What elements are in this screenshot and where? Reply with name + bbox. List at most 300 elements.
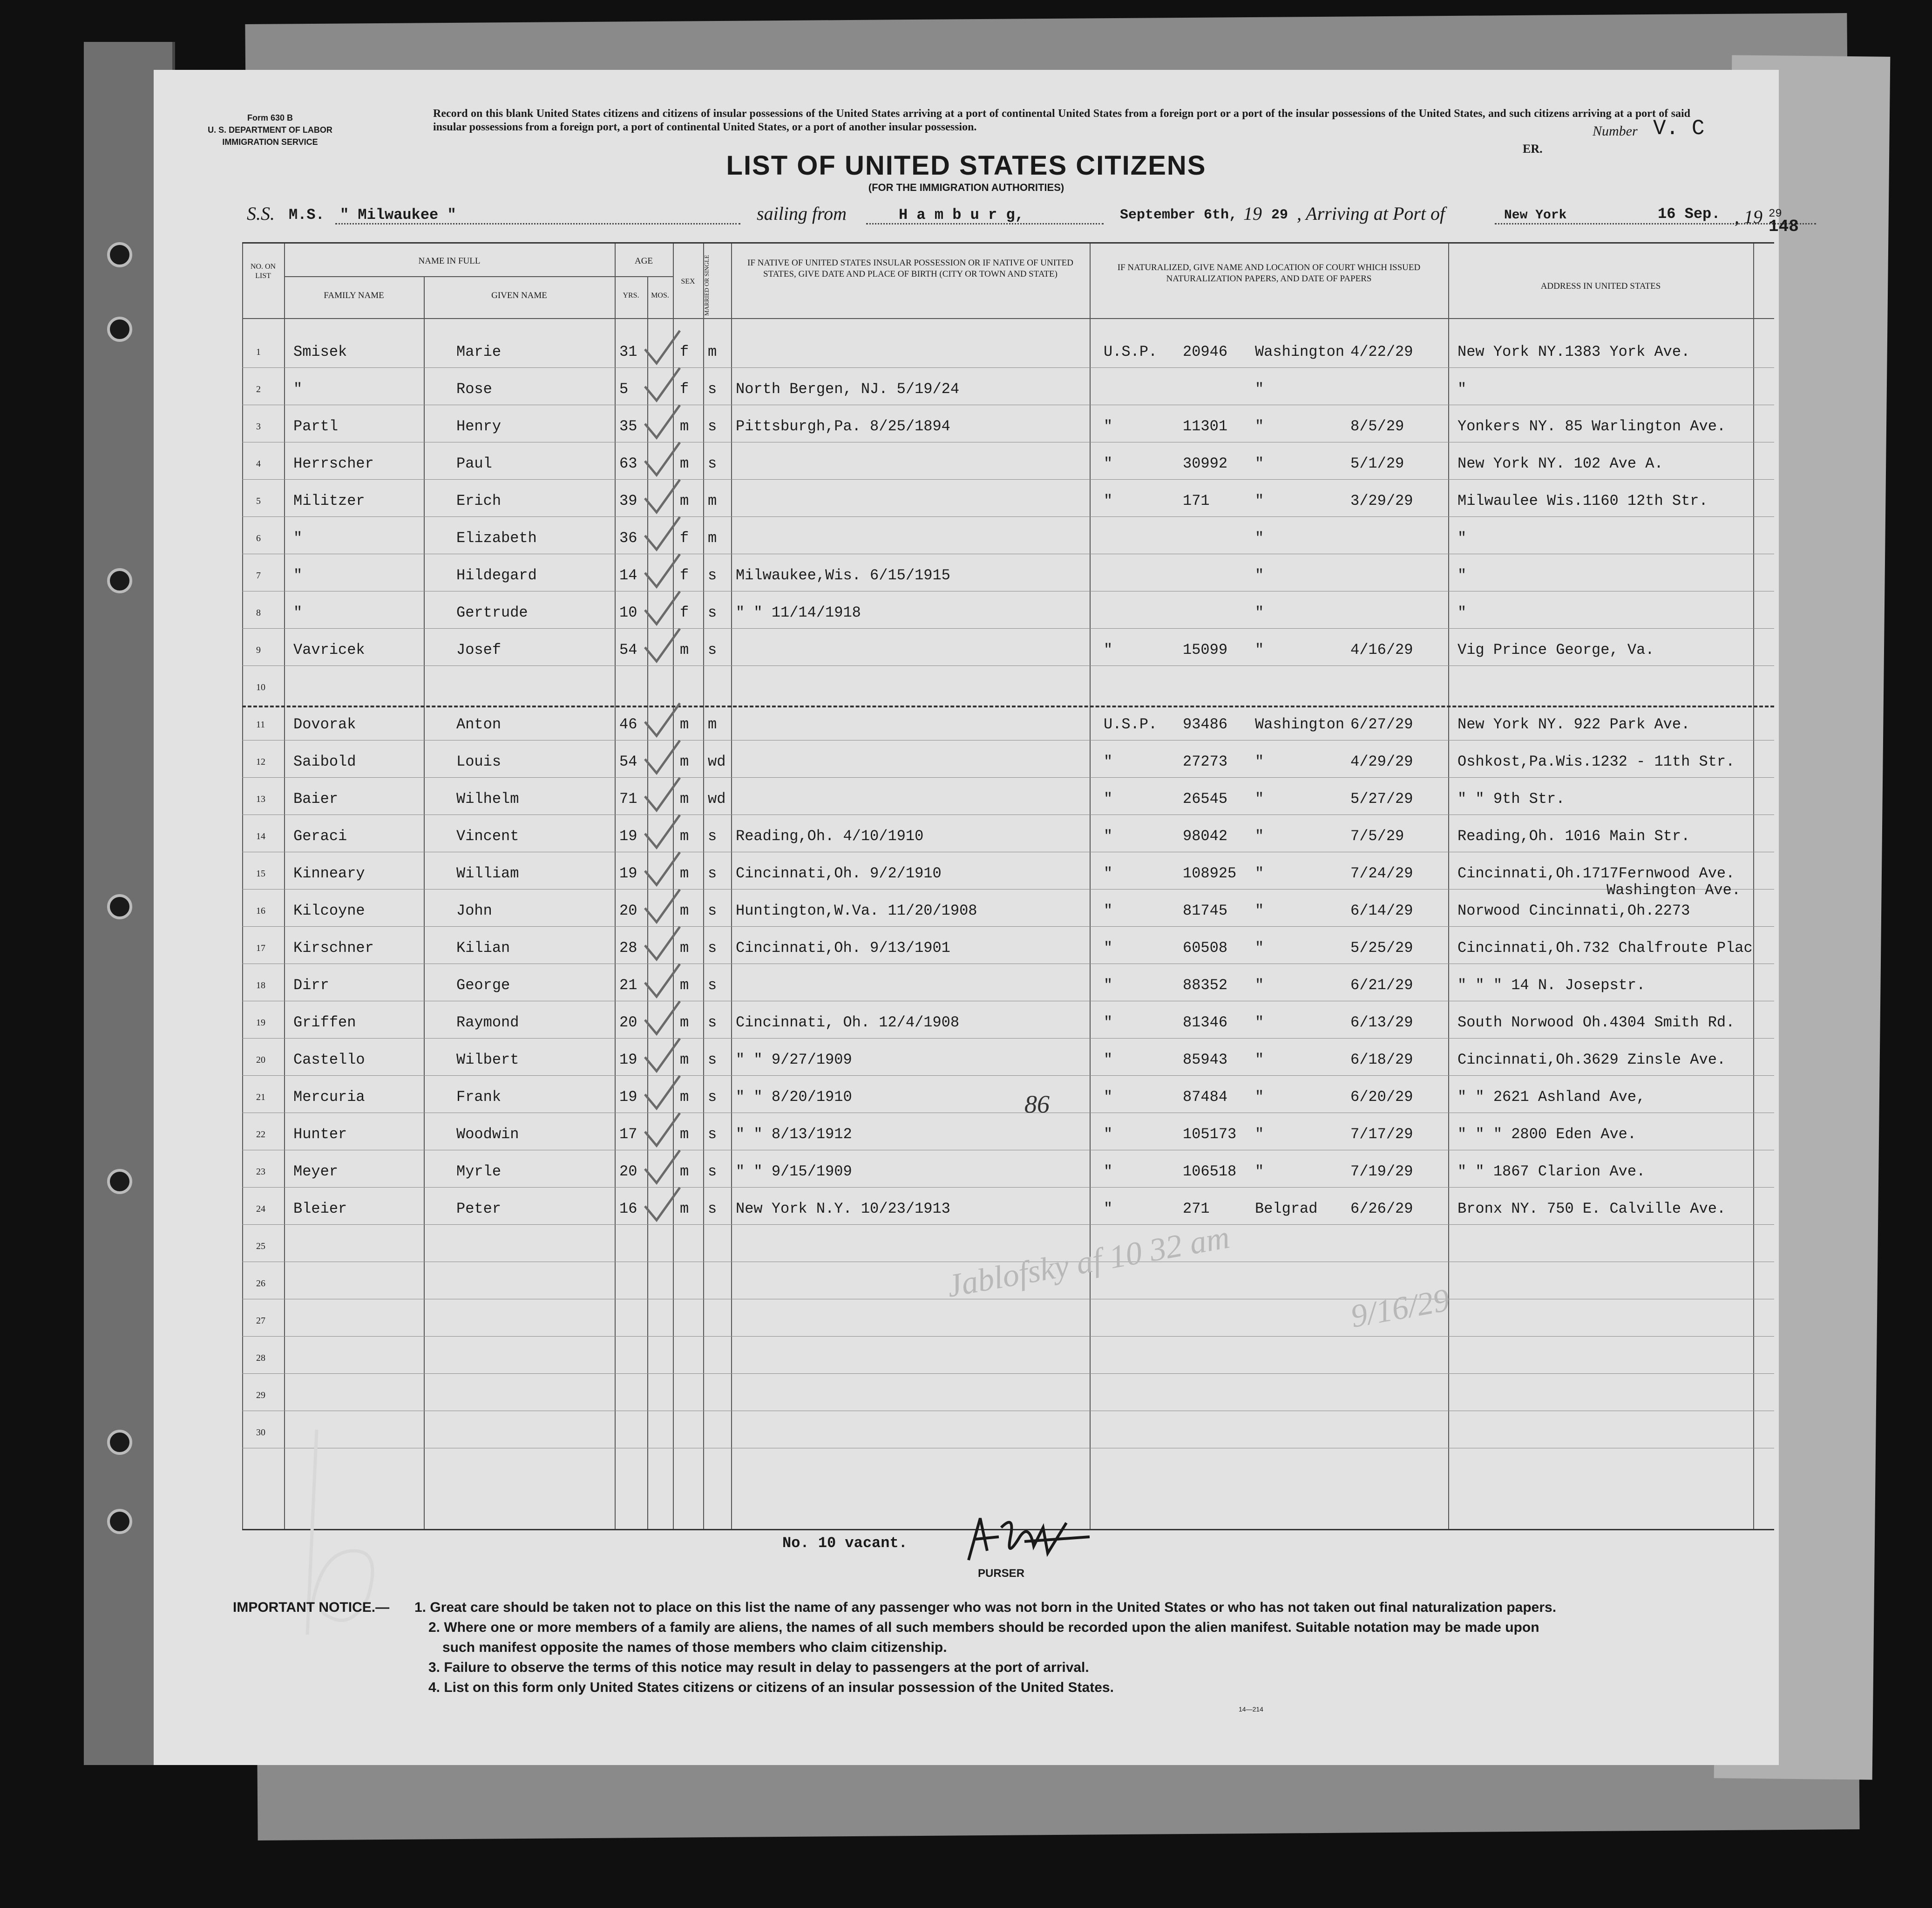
row-8-ms: s <box>708 604 717 621</box>
row-21-ms: s <box>708 1088 717 1106</box>
row-20-sex: m <box>680 1051 689 1068</box>
row-15-address: Cincinnati,Oh.1717Fernwood Ave. <box>1457 865 1735 882</box>
row-10-no: 10 <box>256 682 265 693</box>
row-19-nat-number: 81346 <box>1183 1014 1228 1031</box>
row-16-ms: s <box>708 902 717 919</box>
row-19-no: 19 <box>256 1018 265 1028</box>
col-header-name: NAME IN FULL <box>418 256 481 266</box>
row-17-no: 17 <box>256 943 265 953</box>
row-2-no: 2 <box>256 384 261 394</box>
row-14-birth: Reading,Oh. 4/10/1910 <box>736 828 924 845</box>
row-8-family: " <box>293 604 303 621</box>
row-rule <box>242 628 1774 629</box>
row-24-sex: m <box>680 1200 689 1217</box>
purser-label: PURSER <box>978 1567 1025 1580</box>
row-19-age: 20 <box>619 1014 637 1031</box>
col-header-naturalization: IF NATURALIZED, GIVE NAME AND LOCATION OF COURT WHICH ISSUED NATURALIZATION PAPERS, AND DATE OF PAPERS <box>1117 263 1421 284</box>
row-4-address: New York NY. 102 Ave A. <box>1457 455 1663 472</box>
row-4-nat-date: 5/1/29 <box>1350 455 1404 472</box>
row-16-sex: m <box>680 902 689 919</box>
row-rule <box>242 479 1774 480</box>
row-21-nat-court: " <box>1255 1088 1264 1106</box>
row-2-nat-court: " <box>1255 380 1264 398</box>
arrival-port: New York <box>1504 208 1567 223</box>
departure-port: H a m b u r g, <box>899 206 1024 224</box>
row-16-birth: Huntington,W.Va. 11/20/1908 <box>736 902 977 919</box>
row-12-no: 12 <box>256 757 265 767</box>
row-15-nat-date: 7/24/29 <box>1350 865 1413 882</box>
row-17-given: Kilian <box>456 939 510 957</box>
row-24-age: 16 <box>619 1200 637 1217</box>
department: U. S. DEPARTMENT OF LABOR <box>208 125 332 135</box>
row-22-given: Woodwin <box>456 1126 519 1143</box>
row-21-family: Mercuria <box>293 1088 365 1106</box>
form-identifier <box>182 112 359 148</box>
row-14-nat-date: 7/5/29 <box>1350 828 1404 845</box>
row-19-nat-prefix: " <box>1104 1014 1113 1031</box>
row-4-given: Paul <box>456 455 492 472</box>
row-14-given: Vincent <box>456 828 519 845</box>
row-17-nat-number: 60508 <box>1183 939 1228 957</box>
binder-hole-icon <box>107 894 132 919</box>
row-21-age: 19 <box>619 1088 637 1106</box>
row-13-nat-date: 5/27/29 <box>1350 790 1413 808</box>
row-9-sex: m <box>680 641 689 659</box>
col-header-no: NO. ON LIST <box>250 263 276 280</box>
row-15-nat-prefix: " <box>1104 865 1113 882</box>
row-22-nat-number: 105173 <box>1183 1126 1237 1143</box>
row-12-sex: m <box>680 753 689 770</box>
row-4-nat-court: " <box>1255 455 1264 472</box>
row-4-no: 4 <box>256 459 261 469</box>
row-12-nat-prefix: " <box>1104 753 1113 770</box>
row-20-family: Castello <box>293 1051 365 1068</box>
row-19-birth: Cincinnati, Oh. 12/4/1908 <box>736 1014 960 1031</box>
row-7-nat-court: " <box>1255 567 1264 584</box>
row-2-age: 5 <box>619 380 629 398</box>
row-24-family: Bleier <box>293 1200 347 1217</box>
row-8-given: Gertrude <box>456 604 528 621</box>
row-28-no: 28 <box>256 1353 265 1363</box>
row-9-no: 9 <box>256 645 261 655</box>
row-5-given: Erich <box>456 492 502 509</box>
row-13-nat-court: " <box>1255 790 1264 808</box>
row-1-sex: f <box>680 343 689 360</box>
row-17-address: Cincinnati,Oh.732 Chalfroute Plac <box>1457 939 1753 957</box>
row-12-address: Oshkost,Pa.Wis.1232 - 11th Str. <box>1457 753 1735 770</box>
notice-lead: IMPORTANT NOTICE.— <box>233 1600 390 1615</box>
row-11-nat-court: Washington <box>1255 716 1345 733</box>
row-8-address: " <box>1457 604 1467 621</box>
row-16-address: Norwood Cincinnati,Oh.2273 <box>1457 902 1690 919</box>
row-2-sex: f <box>680 380 689 398</box>
row-12-given: Louis <box>456 753 502 770</box>
row-11-address: New York NY. 922 Park Ave. <box>1457 716 1690 733</box>
row-16-nat-date: 6/14/29 <box>1350 902 1413 919</box>
voyage-line <box>154 203 1779 231</box>
row-5-nat-date: 3/29/29 <box>1350 492 1413 509</box>
row-27-no: 27 <box>256 1316 265 1326</box>
row-rule <box>242 1224 1774 1225</box>
row-23-sex: m <box>680 1163 689 1180</box>
row-1-nat-number: 20946 <box>1183 343 1228 360</box>
binder-hole-icon <box>107 1169 132 1194</box>
row-4-family: Herrscher <box>293 455 374 472</box>
row-12-family: Saibold <box>293 753 356 770</box>
row-12-nat-date: 4/29/29 <box>1350 753 1413 770</box>
row-16-age: 20 <box>619 902 637 919</box>
row-13-family: Baier <box>293 790 339 808</box>
row-14-ms: s <box>708 828 717 845</box>
row-22-age: 17 <box>619 1126 637 1143</box>
row-1-nat-prefix: U.S.P. <box>1104 343 1158 360</box>
row-4-sex: m <box>680 455 689 472</box>
row-8-no: 8 <box>256 608 261 618</box>
row-16-nat-court: " <box>1255 902 1264 919</box>
row-17-nat-date: 5/25/29 <box>1350 939 1413 957</box>
row-19-sex: m <box>680 1014 689 1031</box>
row-1-nat-date: 4/22/29 <box>1350 343 1413 360</box>
sheet-number: 148 <box>1769 217 1799 236</box>
row-19-family: Griffen <box>293 1014 356 1031</box>
notice-4: 4. List on this form only United States citizens or citizens of an insular possession of the United States. <box>428 1680 1114 1695</box>
row-3-nat-number: 11301 <box>1183 418 1228 435</box>
row-11-nat-date: 6/27/29 <box>1350 716 1413 733</box>
binder-hole-icon <box>107 242 132 267</box>
purser-signature <box>955 1509 1094 1574</box>
row-rule <box>242 1187 1774 1188</box>
row-4-nat-number: 30992 <box>1183 455 1228 472</box>
row-rule <box>242 1336 1774 1337</box>
row-3-ms: s <box>708 418 717 435</box>
row-20-age: 19 <box>619 1051 637 1068</box>
row-13-age: 71 <box>619 790 637 808</box>
ship-type: M.S. <box>289 206 325 224</box>
row-16-family: Kilcoyne <box>293 902 365 919</box>
row-26-no: 26 <box>256 1278 265 1289</box>
row-5-nat-number: 171 <box>1183 492 1210 509</box>
row-18-family: Dirr <box>293 977 329 994</box>
row-9-given: Josef <box>456 641 502 659</box>
row-21-birth: " " 8/20/1910 <box>736 1088 852 1106</box>
row-9-nat-court: " <box>1255 641 1264 659</box>
row-14-nat-court: " <box>1255 828 1264 845</box>
row-24-address: Bronx NY. 750 E. Calville Ave. <box>1457 1200 1726 1217</box>
row-17-age: 28 <box>619 939 637 957</box>
row-20-nat-number: 85943 <box>1183 1051 1228 1068</box>
row-23-family: Meyer <box>293 1163 339 1180</box>
form-number: Form 630 B <box>247 113 293 122</box>
binder-hole-icon <box>107 317 132 342</box>
row-2-family: " <box>293 380 303 398</box>
arrival-date: 16 Sep. <box>1658 205 1721 223</box>
service: IMMIGRATION SERVICE <box>222 137 318 147</box>
row-2-ms: s <box>708 380 717 398</box>
row-20-given: Wilbert <box>456 1051 519 1068</box>
row-19-given: Raymond <box>456 1014 519 1031</box>
arriving-label: , Arriving at Port of <box>1297 203 1445 224</box>
pencil-note: Jablofsky af 10 32 am <box>944 1219 1233 1304</box>
row-13-no: 13 <box>256 794 265 804</box>
notice-3: 3. Failure to observe the terms of this notice may result in delay to passengers at the port of arrival. <box>428 1660 1089 1675</box>
ss-label: S.S. <box>247 203 275 224</box>
row-19-address: South Norwood Oh.4304 Smith Rd. <box>1457 1014 1735 1031</box>
row-1-ms: m <box>708 343 717 360</box>
row-23-nat-court: " <box>1255 1163 1264 1180</box>
row-13-sex: m <box>680 790 689 808</box>
page-subtitle: (FOR THE IMMIGRATION AUTHORITIES) <box>868 182 1064 193</box>
row-16-nat-prefix: " <box>1104 902 1113 919</box>
row-6-sex: f <box>680 530 689 547</box>
row-13-address: " " 9th Str. <box>1457 790 1565 808</box>
row-20-nat-court: " <box>1255 1051 1264 1068</box>
departure-date: September 6th, <box>1120 207 1238 223</box>
row-21-nat-number: 87484 <box>1183 1088 1228 1106</box>
row-4-age: 63 <box>619 455 637 472</box>
row-5-address: Milwaulee Wis.1160 12th Str. <box>1457 492 1708 509</box>
row-15-nat-court: " <box>1255 865 1264 882</box>
row-18-sex: m <box>680 977 689 994</box>
row-19-ms: s <box>708 1014 717 1031</box>
row-1-family: Smisek <box>293 343 347 360</box>
form-code: 14—214 <box>1239 1705 1263 1713</box>
row-20-nat-date: 6/18/29 <box>1350 1051 1413 1068</box>
row-rule <box>242 665 1774 666</box>
row-rule <box>242 367 1774 368</box>
row-2-birth: North Bergen, NJ. 5/19/24 <box>736 380 960 398</box>
row-1-no: 1 <box>256 347 261 357</box>
row-13-ms: wd <box>708 790 726 808</box>
row-7-birth: Milwaukee,Wis. 6/15/1915 <box>736 567 950 584</box>
row-7-address: " <box>1457 567 1467 584</box>
row-18-given: George <box>456 977 510 994</box>
binder-hole-icon <box>107 568 132 593</box>
row-6-no: 6 <box>256 533 261 543</box>
pencil-date: 9/16/29 <box>1348 1282 1452 1335</box>
row-18-ms: s <box>708 977 717 994</box>
row-22-nat-court: " <box>1255 1126 1264 1143</box>
row-14-nat-number: 98042 <box>1183 828 1228 845</box>
row-24-birth: New York N.Y. 10/23/1913 <box>736 1200 950 1217</box>
row-23-given: Myrle <box>456 1163 502 1180</box>
row-9-ms: s <box>708 641 717 659</box>
sailing-from-label: sailing from <box>757 203 847 224</box>
row-18-nat-date: 6/21/29 <box>1350 977 1413 994</box>
row-6-age: 36 <box>619 530 637 547</box>
row-3-age: 35 <box>619 418 637 435</box>
row-20-nat-prefix: " <box>1104 1051 1113 1068</box>
col-header-given: GIVEN NAME <box>491 291 547 300</box>
col-header-birth: IF NATIVE OF UNITED STATES INSULAR POSSESSION OR IF NATIVE OF UNITED STATES, GIVE DATE AND PLACE OF BIRTH (CITY OR TOWN AND STATE) <box>747 258 1073 279</box>
row-18-nat-number: 88352 <box>1183 977 1228 994</box>
row-4-ms: s <box>708 455 717 472</box>
row-22-no: 22 <box>256 1129 265 1140</box>
row-17-sex: m <box>680 939 689 957</box>
row-15-age: 19 <box>619 865 637 882</box>
row-15-nat-number: 108925 <box>1183 865 1237 882</box>
row-18-nat-court: " <box>1255 977 1264 994</box>
row-3-nat-prefix: " <box>1104 418 1113 435</box>
manifest-page <box>154 70 1799 1765</box>
departure-port-line <box>866 223 1104 224</box>
row-14-address: Reading,Oh. 1016 Main Str. <box>1457 828 1690 845</box>
row-15-family: Kinneary <box>293 865 365 882</box>
binder-hole-icon <box>107 1509 132 1534</box>
row-21-given: Frank <box>456 1088 502 1106</box>
row-30-no: 30 <box>256 1427 265 1438</box>
row-23-age: 20 <box>619 1163 637 1180</box>
row-6-ms: m <box>708 530 717 547</box>
row-23-birth: " " 9/15/1909 <box>736 1163 852 1180</box>
row-5-no: 5 <box>256 496 261 506</box>
row-19-nat-court: " <box>1255 1014 1264 1031</box>
row-14-age: 19 <box>619 828 637 845</box>
row-22-family: Hunter <box>293 1126 347 1143</box>
row-21-sex: m <box>680 1088 689 1106</box>
row-24-no: 24 <box>256 1204 265 1214</box>
row-17-ms: s <box>708 939 717 957</box>
row-3-birth: Pittsburgh,Pa. 8/25/1894 <box>736 418 950 435</box>
row-3-nat-date: 8/5/29 <box>1350 418 1404 435</box>
row-20-no: 20 <box>256 1055 265 1065</box>
row-6-nat-court: " <box>1255 530 1264 547</box>
col-header-family: FAMILY NAME <box>324 291 384 300</box>
record-instructions: Record on this blank United States citizens and citizens of insular possessions of the United States arriving at a port of continental United States from a foreign port or a port of the insular possessions of the United States, and such citizens arriving at a port of said insular possessions from a foreign port, a port of continental United States, or a port of another insular possession. <box>433 108 1690 133</box>
row-12-age: 54 <box>619 753 637 770</box>
row-4-nat-prefix: " <box>1104 455 1113 472</box>
passenger-table <box>242 242 1774 1530</box>
row-5-nat-court: " <box>1255 492 1264 509</box>
row-6-given: Elizabeth <box>456 530 537 547</box>
row-23-nat-date: 7/19/29 <box>1350 1163 1413 1180</box>
row-7-no: 7 <box>256 570 261 581</box>
row-11-no: 11 <box>256 720 265 730</box>
row-23-no: 23 <box>256 1167 265 1177</box>
row-rule <box>242 1373 1774 1374</box>
row-18-address: " " " 14 N. Josepstr. <box>1457 977 1646 994</box>
page-title: LIST OF UNITED STATES CITIZENS <box>726 150 1207 181</box>
row-9-address: Vig Prince George, Va. <box>1457 641 1654 659</box>
row-14-family: Geraci <box>293 828 347 845</box>
row-15-ms: s <box>708 865 717 882</box>
row-6-family: " <box>293 530 303 547</box>
row-9-nat-prefix: " <box>1104 641 1113 659</box>
row-rule <box>242 516 1774 517</box>
row-3-address: Yonkers NY. 85 Warlington Ave. <box>1457 418 1726 435</box>
row-9-age: 54 <box>619 641 637 659</box>
row-5-family: Militzer <box>293 492 365 509</box>
row-21-nat-prefix: " <box>1104 1088 1113 1106</box>
arrival-year-prefix: , 19 <box>1735 206 1763 227</box>
er-label: ER. <box>1523 142 1543 156</box>
row-14-nat-prefix: " <box>1104 828 1113 845</box>
row-24-nat-court: Belgrad <box>1255 1200 1318 1217</box>
col-header-age: AGE <box>634 256 653 266</box>
row-20-birth: " " 9/27/1909 <box>736 1051 852 1068</box>
row-7-family: " <box>293 567 303 584</box>
binder-hole-icon <box>107 1430 132 1455</box>
row-24-nat-date: 6/26/29 <box>1350 1200 1413 1217</box>
row-16-nat-number: 81745 <box>1183 902 1228 919</box>
row-22-birth: " " 8/13/1912 <box>736 1126 852 1143</box>
row-24-ms: s <box>708 1200 717 1217</box>
row-1-age: 31 <box>619 343 637 360</box>
row-11-ms: m <box>708 716 717 733</box>
number-label: Number <box>1593 123 1638 139</box>
row-24-nat-prefix: " <box>1104 1200 1113 1217</box>
row-2-given: Rose <box>456 380 492 398</box>
row-5-nat-prefix: " <box>1104 492 1113 509</box>
row-1-given: Marie <box>456 343 502 360</box>
row-17-nat-court: " <box>1255 939 1264 957</box>
row-29-no: 29 <box>256 1390 265 1400</box>
row-14-sex: m <box>680 828 689 845</box>
row-3-no: 3 <box>256 421 261 432</box>
notice-2-cont: such manifest opposite the names of those members who claim citizenship. <box>442 1640 947 1655</box>
row-7-given: Hildegard <box>456 567 537 584</box>
row-rule <box>242 1075 1774 1076</box>
row-19-nat-date: 6/13/29 <box>1350 1014 1413 1031</box>
row-18-no: 18 <box>256 980 265 991</box>
row-17-birth: Cincinnati,Oh. 9/13/1901 <box>736 939 950 957</box>
row-23-ms: s <box>708 1163 717 1180</box>
row-24-given: Peter <box>456 1200 502 1217</box>
row-21-address: " " 2621 Ashland Ave, <box>1457 1088 1646 1106</box>
departure-year: 29 <box>1271 207 1288 223</box>
row-24-nat-number: 271 <box>1183 1200 1210 1217</box>
col-header-address: ADDRESS IN UNITED STATES <box>1540 281 1661 291</box>
row-18-age: 21 <box>619 977 637 994</box>
row-23-address: " " 1867 Clarion Ave. <box>1457 1163 1646 1180</box>
row-3-sex: m <box>680 418 689 435</box>
row-11-sex: m <box>680 716 689 733</box>
row-15-no: 15 <box>256 869 265 879</box>
row-20-address: Cincinnati,Oh.3629 Zinsle Ave. <box>1457 1051 1726 1068</box>
row-rule <box>242 706 1774 707</box>
row-22-nat-prefix: " <box>1104 1126 1113 1143</box>
row-11-family: Dovorak <box>293 716 356 733</box>
row-3-given: Henry <box>456 418 502 435</box>
row-18-nat-prefix: " <box>1104 977 1113 994</box>
row-5-age: 39 <box>619 492 637 509</box>
row-15-birth: Cincinnati,Oh. 9/2/1910 <box>736 865 942 882</box>
row-7-sex: f <box>680 567 689 584</box>
row-15-given: William <box>456 865 519 882</box>
col-header-yrs: YRS. <box>623 292 639 299</box>
row-3-nat-court: " <box>1255 418 1264 435</box>
row-20-ms: s <box>708 1051 717 1068</box>
row-7-age: 14 <box>619 567 637 584</box>
row-11-given: Anton <box>456 716 502 733</box>
row-12-nat-court: " <box>1255 753 1264 770</box>
row-rule <box>242 926 1774 927</box>
row-8-sex: f <box>680 604 689 621</box>
row-2-address: " <box>1457 380 1467 398</box>
row-11-nat-prefix: U.S.P. <box>1104 716 1158 733</box>
row-1-address: New York NY.1383 York Ave. <box>1457 343 1690 360</box>
col-header-married: MARRIED OR SINGLE <box>703 255 710 316</box>
arrival-port-line <box>1495 223 1816 224</box>
row-9-family: Vavricek <box>293 641 365 659</box>
row-22-nat-date: 7/17/29 <box>1350 1126 1413 1143</box>
year-prefix: 19 <box>1243 203 1262 224</box>
row-8-age: 10 <box>619 604 637 621</box>
row-7-ms: s <box>708 567 717 584</box>
row-rule <box>242 777 1774 778</box>
row-22-ms: s <box>708 1126 717 1143</box>
row-22-sex: m <box>680 1126 689 1143</box>
row-22-address: " " " 2800 Eden Ave. <box>1457 1126 1637 1143</box>
